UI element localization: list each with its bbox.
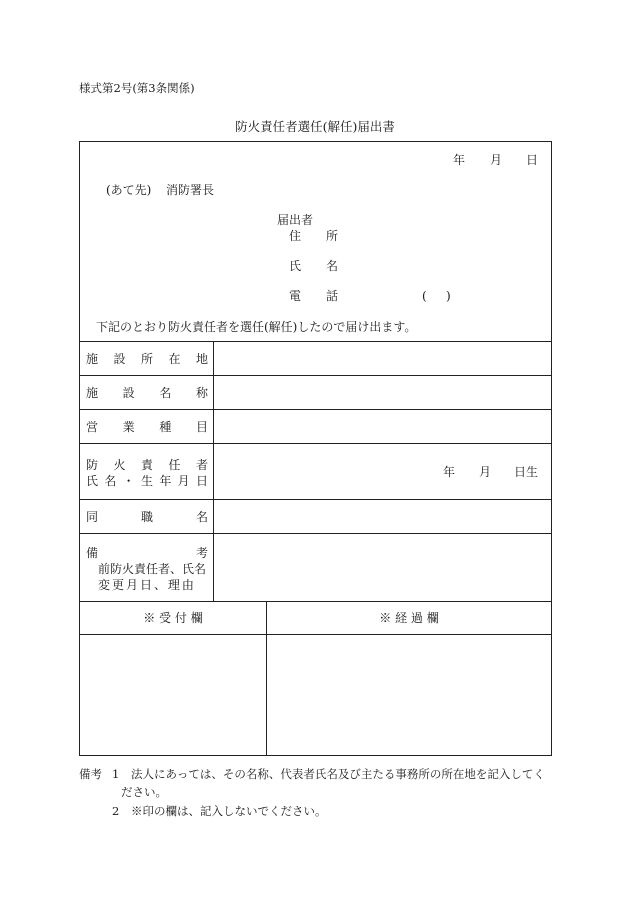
date-month-label: 月 xyxy=(490,153,503,167)
manager-name-birth-label: 防 火 責 任 者 氏 名 ・ 生 年 月 日 xyxy=(86,458,208,488)
remarks-label: 備 考 前防火責任者、氏名 変 更 月 日 、 理 由 xyxy=(86,546,208,592)
facility-name-label: 施 設 名 称 xyxy=(86,386,208,400)
form-table xyxy=(79,141,552,756)
form-title: 防火責任者選任(解任)届出書 xyxy=(235,119,395,134)
position-label: 同 職 名 xyxy=(86,510,208,524)
business-type-field[interactable] xyxy=(214,410,551,443)
receipt-header: ※ 受 付 欄 xyxy=(143,611,203,625)
facility-name-field[interactable] xyxy=(214,376,551,409)
facility-location-label: 施 設 所 在 地 xyxy=(86,352,208,366)
address-label: 住 所 xyxy=(289,229,338,243)
form-number: 様式第2号(第3条関係) xyxy=(79,81,195,95)
receipt-field xyxy=(80,635,266,755)
phone-paren-close: ) xyxy=(446,289,451,303)
position-field[interactable] xyxy=(214,500,551,533)
note-1-text: 法人にあっては、その名称、代表者氏名及び主たる事務所の所在地を記入してく xyxy=(131,767,545,781)
note-2-number: 2 xyxy=(112,804,120,818)
manager-name-birth-field[interactable] xyxy=(214,444,551,499)
birth-month-label: 月 xyxy=(479,465,492,479)
facility-location-field[interactable] xyxy=(214,342,551,375)
statement: 下記のとおり防火責任者を選任(解任)したので届け出ます。 xyxy=(96,320,417,334)
progress-field xyxy=(267,635,551,755)
addressee: 消防署長 xyxy=(166,183,215,197)
addressee-prefix: (あて先) xyxy=(106,183,152,197)
progress-header: ※ 経 過 欄 xyxy=(379,611,439,625)
name-label: 氏 名 xyxy=(289,259,338,273)
note-1-text-cont: ださい。 xyxy=(121,785,167,799)
remarks-field[interactable] xyxy=(214,534,551,601)
birth-day-label: 日生 xyxy=(514,465,539,479)
birth-year-label: 年 xyxy=(443,465,456,479)
date-year-label: 年 xyxy=(453,153,466,167)
notes-heading: 備考 xyxy=(79,767,102,781)
phone-label: 電 話 xyxy=(289,289,338,303)
note-1-number: 1 xyxy=(112,767,120,781)
note-2-text: ※印の欄は、記入しないでください。 xyxy=(131,804,327,818)
phone-paren-open: ( xyxy=(422,289,427,303)
business-type-label: 営 業 種 目 xyxy=(86,420,208,434)
date-day-label: 日 xyxy=(526,153,539,167)
applicant-label: 届出者 xyxy=(277,213,314,227)
